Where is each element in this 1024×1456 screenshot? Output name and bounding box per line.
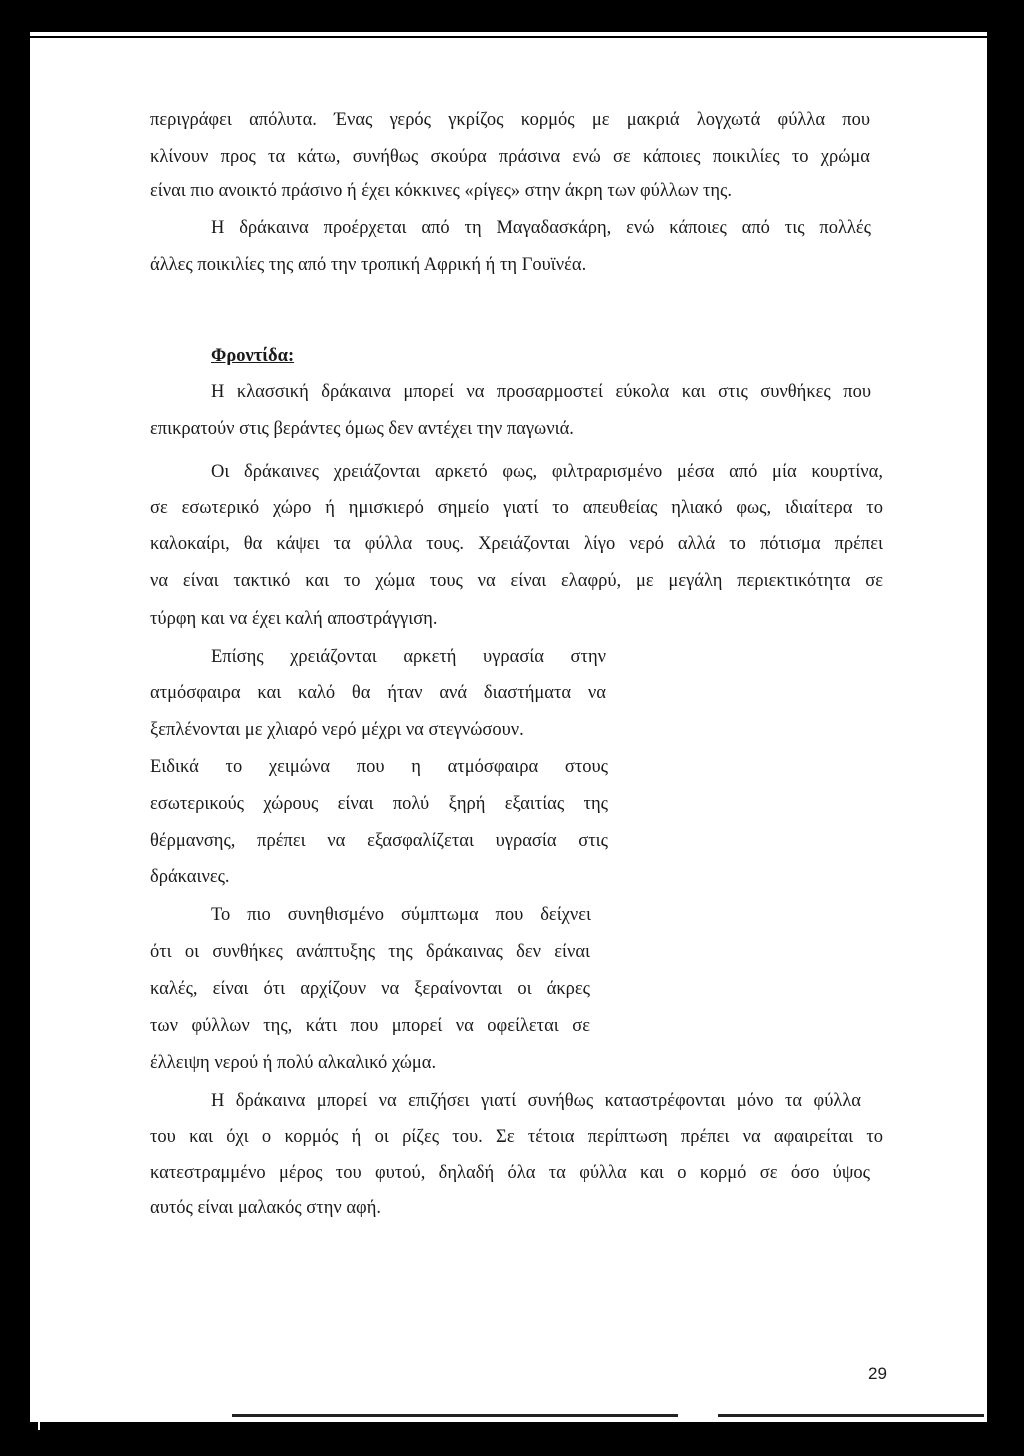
paragraph5-line5: εσωτερικούς χώρους είναι πολύ ξηρή εξαιτίας της	[150, 794, 608, 814]
paragraph4-line1: Οι δράκαινες χρειάζονται αρκετό φως, φιλτραρισμένο μέσα από μία κουρτίνα,	[211, 462, 883, 482]
paragraph4-line5: τύρφη και να έχει καλή αποστράγγιση.	[150, 609, 438, 629]
paragraph5-line1: Επίσης χρειάζονται αρκετή υγρασία στην	[211, 647, 606, 667]
paragraph4-line4: να είναι τακτικό και το χώμα τους να είναι ελαφρύ, με μεγάλη περιεκτικότητα σε	[150, 571, 883, 591]
care-heading: Φροντίδα:	[211, 346, 295, 366]
paragraph1-line2: κλίνουν προς τα κάτω, συνήθως σκούρα πράσινα ενώ σε κάποιες ποικιλίες το χρώμα	[150, 147, 870, 167]
paragraph2-line2: άλλες ποικιλίες της από την τροπική Αφρική ή τη Γουϊνέα.	[150, 255, 587, 275]
paragraph5-line2: ατμόσφαιρα και καλό θα ήταν ανά διαστήματα να	[150, 683, 606, 703]
paragraph6-line5: έλλειψη νερού ή πολύ αλκαλικό χώμα.	[150, 1053, 437, 1073]
paragraph6-line3: καλές, είναι ότι αρχίζουν να ξεραίνονται οι άκρες	[150, 979, 590, 999]
paragraph5-line3: ξεπλένονται με χλιαρό νερό μέχρι να στεγνώσουν.	[150, 720, 524, 740]
paragraph7-line3: κατεστραμμένο μέρος του φυτού, δηλαδή όλα τα φύλλα και ο κορμό σε όσο ύψος	[150, 1163, 870, 1183]
paragraph6-line4: των φύλλων της, κάτι που μπορεί να οφείλεται σε	[150, 1016, 590, 1036]
left-scan-edge	[38, 1130, 40, 1430]
paragraph1-line3: είναι πιο ανοικτό πράσινο ή έχει κόκκινες «ρίγες» στην άκρη των φύλλων της.	[150, 181, 733, 201]
paragraph7-line1: Η δράκαινα μπορεί να επιζήσει γιατί συνήθως καταστρέφονται μόνο τα φύλλα	[211, 1091, 861, 1111]
paragraph4-line2: σε εσωτερικό χώρο ή ημισκιερό σημείο γιατί το απευθείας ηλιακό φως, ιδιαίτερα το	[150, 498, 883, 518]
paragraph6-line2: ότι οι συνθήκες ανάπτυξης της δράκαινας δεν είναι	[150, 942, 590, 962]
bottom-rule-right	[718, 1414, 984, 1417]
paragraph3-line1: Η κλασσική δράκαινα μπορεί να προσαρμοστεί εύκολα και στις συνθήκες που	[211, 382, 871, 402]
paragraph6-line1: Το πιο συνηθισμένο σύμπτωμα που δείχνει	[211, 905, 591, 925]
paragraph7-line2: του και όχι ο κορμός ή οι ρίζες του. Σε τέτοια περίπτωση πρέπει να αφαιρείται το	[150, 1127, 883, 1147]
paragraph5-line4: Ειδικά το χειμώνα που η ατμόσφαιρα στους	[150, 757, 608, 777]
bottom-rule-left	[232, 1414, 678, 1417]
paragraph4-line3: καλοκαίρι, θα κάψει τα φύλλα τους. Χρειάζονται λίγο νερό αλλά το πότισμα πρέπει	[150, 534, 883, 554]
paragraph5-line7: δράκαινες.	[150, 867, 230, 887]
page-number: 29	[868, 1364, 887, 1383]
paragraph7-line4: αυτός είναι μαλακός στην αφή.	[150, 1198, 382, 1218]
paragraph5-line6: θέρμανσης, πρέπει να εξασφαλίζεται υγρασία στις	[150, 831, 608, 851]
paragraph1-line1: περιγράφει απόλυτα. Ένας γερός γκρίζος κορμός με μακριά λογχωτά φύλλα που	[150, 110, 870, 130]
paragraph2-line1: Η δράκαινα προέρχεται από τη Μαγαδασκάρη, ενώ κάποιες από τις πολλές	[211, 218, 871, 238]
paragraph3-line2: επικρατούν στις βεράντες όμως δεν αντέχει την παγωνιά.	[150, 419, 574, 439]
top-border	[30, 32, 987, 36]
